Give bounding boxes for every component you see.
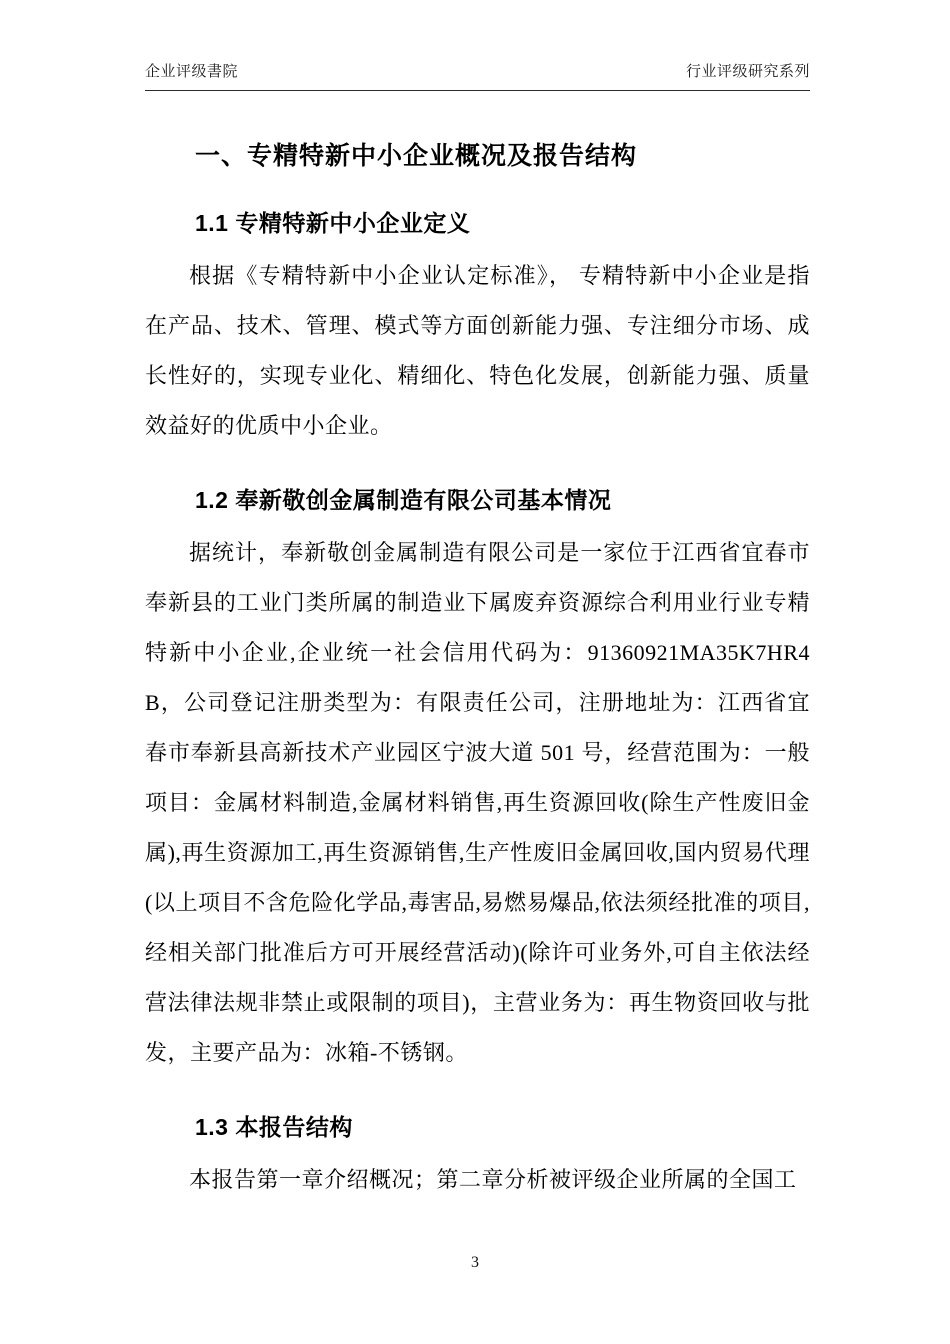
document-body bbox=[145, 92, 810, 1205]
header-left-text: 企业评级書院 bbox=[145, 64, 239, 80]
section-1-2-title: 1.2 奉新敬创金属制造有限公司基本情况 bbox=[195, 487, 612, 513]
section-1-3-title: 1.3 本报告结构 bbox=[195, 1114, 353, 1140]
section-1-1-paragraph: 根据《专精特新中小企业认定标准》， 专精特新中小企业是指在产品、技术、管理、模式等方面创新能力强、专注细分市场、成长性好的，实现专业化、精细化、特色化发展，创新能力强、质量效益好的优质中小企业。 bbox=[145, 263, 810, 438]
header-right-text: 行业评级研究系列 bbox=[685, 64, 810, 80]
chapter-1-title: 一、专精特新中小企业概况及报告结构 bbox=[195, 142, 638, 170]
section-1-3-paragraph: 本报告第一章介绍概况；第二章分析被评级企业所属的全国工 bbox=[189, 1167, 797, 1192]
section-1-1-title: 1.1 专精特新中小企业定义 bbox=[195, 210, 471, 236]
section-1-2-paragraph: 据统计，奉新敬创金属制造有限公司是一家位于江西省宜春市奉新县的工业门类所属的制造业下属废弃资源综合利用业行业专精特新中小企业,企业统一社会信用代码为：91360921MA35K7HR4B，公司登记注册类型为：有限责任公司，注册地址为：江西省宜春市奉新县高新技术产业园区宁波大道 501 号，经营范围为：一般项目：金属材料制造,金属材料销售,再生资源回收(除生产性废旧金属),再生资源加工,再生资源销售,生产性废旧金属回收,国内贸易代理(以上项目不含危险化学品,毒害品,易燃易爆品,依法须经批准的项目,经相关部门批准后方可开展经营活动)(除许可业务外,可自主依法经营法律法规非禁止或限制的项目)，主营业务为：再生物资回收与批发，主要产品为：冰箱-不锈钢。 bbox=[145, 540, 810, 1065]
page-number: 3 bbox=[471, 1254, 479, 1271]
page-footer bbox=[0, 1254, 950, 1272]
page-header bbox=[145, 60, 810, 91]
